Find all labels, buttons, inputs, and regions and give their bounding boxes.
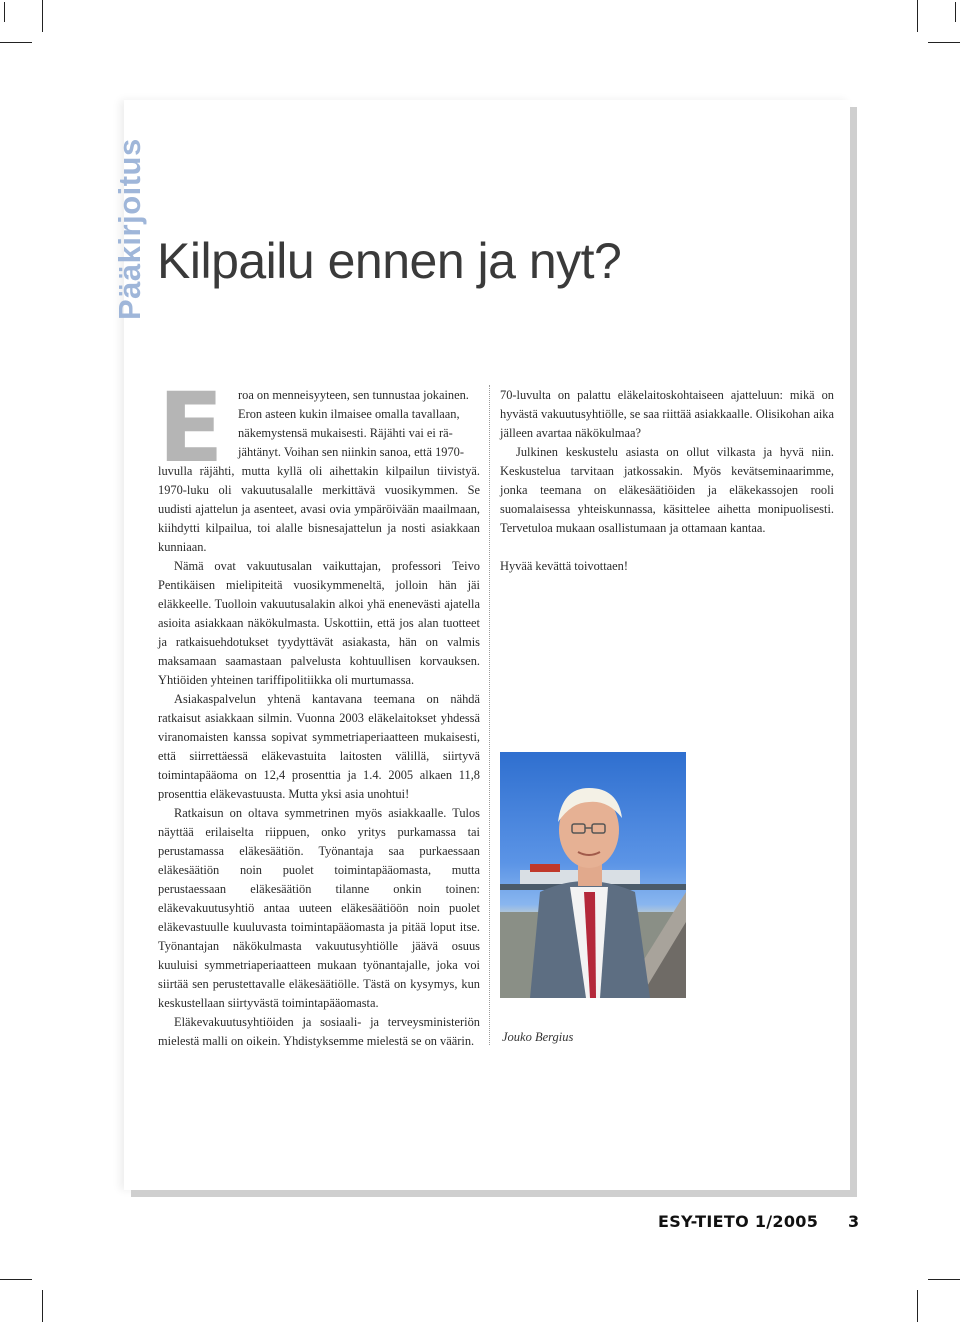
- crop-mark: [917, 0, 918, 32]
- article-paragraph: Asiakaspalvelun yhtenä kantavana teemana on nähdä ratkaisut asiakkaan silmin. Vuonna 2003 eläkelaitokset yhdessä viranomaisten kanssa sopivat symmetriaperiaatteen mukaisesti, että siirrettäessä eläkevastuita laitosten välillä, siirtyvä toimintapääoma on 12,4 prosenttia ja 1.4. 2005 alkaen 11,8 prosenttia eläkevastuusta. Mutta yksi asia unohtui!: [158, 692, 480, 801]
- article-paragraph: Julkinen keskustelu asiasta on ollut vilkasta ja hyvä niin. Keskustelua tarvitaan jatkossakin. Myös kevätseminaarimme, jonka teemana on eläkesäätiöiden ja eläkekassojen rooli suomalaisessa yhteiskunnassa, käsittelee aihetta monipuolisesti. Tervetuloa mukaan osallistumaan ja ottamaan kantaa.: [500, 445, 834, 535]
- drop-cap: E: [158, 372, 224, 484]
- portrait-illustration: [500, 752, 686, 998]
- magazine-issue: ESY-TIETO 1/2005: [658, 1212, 819, 1231]
- article-column-left: [158, 386, 480, 1051]
- text-line: Eron asteen kukin ilmaisee omalla tavallaan,: [238, 407, 460, 421]
- crop-mark: [917, 1290, 918, 1322]
- portrait-photo: [500, 752, 686, 998]
- crop-mark: [0, 42, 32, 43]
- crop-mark: [928, 42, 960, 43]
- crop-mark: [4, 2, 5, 22]
- text-line: jähtänyt. Voihan sen niinkin sanoa, että 1970-: [238, 445, 464, 459]
- text-line: luvulla räjähti, mutta kyllä oli aihettakin kilpailun tiivistyä. 1970-luku oli vakuutusalalle merkittävä vuosikymmen. Se uudisti ajattelun ja asenteet, avasi ovia ympäröivään maailmaan, kiihdytti kilpailua, toi alalle bisnesajattelun ja nosti asiakkaan kunniaan.: [158, 464, 480, 554]
- article-paragraph: Eläkevakuutusyhtiöiden ja sosiaali- ja terveysministeriön mielestä malli on oikein. Yhdistyksemme mielestä se on väärin.: [158, 1015, 480, 1048]
- column-divider: [489, 385, 490, 1045]
- crop-mark: [42, 1290, 43, 1322]
- article-paragraph: Nämä ovat vakuutusalan vaikuttajan, professori Teivo Pentikäisen mielipiteitä vuosikymmeneltä, jolloin hän jäi eläkkeelle. Tuolloin vakuutusalakin alkoi yhä enenevästi ajatella asioita asiakkaan näkökulmasta. Uskottiin, että jos alan tuotteet ja ratkaisuehdotukset tyydyttävät asiakasta, hän on valmis maksamaan saamastaan palvelusta kohtuullisen korvauksen. Yhtiöiden yhteinen tariffipolitiikka oli murtumassa.: [158, 559, 480, 687]
- text-line: näkemystensä mukaisesti. Räjähti vai ei rä-: [238, 426, 453, 440]
- crop-mark: [0, 1279, 32, 1280]
- article-paragraph: 70-luvulta on palattu eläkelaitoskohtaiseen ajatteluun: mikä on hyvästä vakuutusyhtiölle, se saa riittää asiakkaalle. Olisikohan aika jälleen avartaa näkökulmaa?: [500, 388, 834, 440]
- page-title: Kilpailu ennen ja nyt?: [157, 233, 622, 289]
- article-column-right: [500, 386, 834, 576]
- text-line: roa on menneisyyteen, sen tunnustaa jokainen.: [238, 388, 469, 402]
- photo-caption: Jouko Bergius: [502, 1030, 574, 1044]
- page-footer: [658, 1212, 860, 1231]
- crop-mark: [42, 0, 43, 32]
- article-paragraph: Hyvää kevättä toivottaen!: [500, 559, 628, 573]
- article-paragraph: Ratkaisun on oltava symmetrinen myös asiakkaalle. Tulos näyttää erilaiselta riippuen, onko yritys purkamassa tai perustamassa eläkesäätiön. Työnantaja saa purkaessaan eläkesäätiön noin puolet toimintapääomasta, mutta perustaessaan eläkesäätiön tilanne onkin toinen: eläkevakuutusyhtiö antaa uuteen eläkesäätiöön noin puolet eläkevastuulle kuuluvasta toimintapääomasta ja pitää loput itse. Työnantajan näkökulmasta vakuutusyhtiölle jäävä osuus kuuluisi symmetriaperiaatteen mukaan työnantajalle, joka voi siirtää sen perustettavalle eläkesäätiölle. Tästä on kysymys, kun keskustellaan siirtyvästä toimintapääomasta.: [158, 806, 480, 1010]
- article-paragraph: [158, 386, 480, 557]
- crop-mark: [955, 2, 956, 22]
- crop-mark: [928, 1279, 960, 1280]
- section-label: Pääkirjoitus: [112, 138, 147, 320]
- page-number: 3: [848, 1212, 860, 1231]
